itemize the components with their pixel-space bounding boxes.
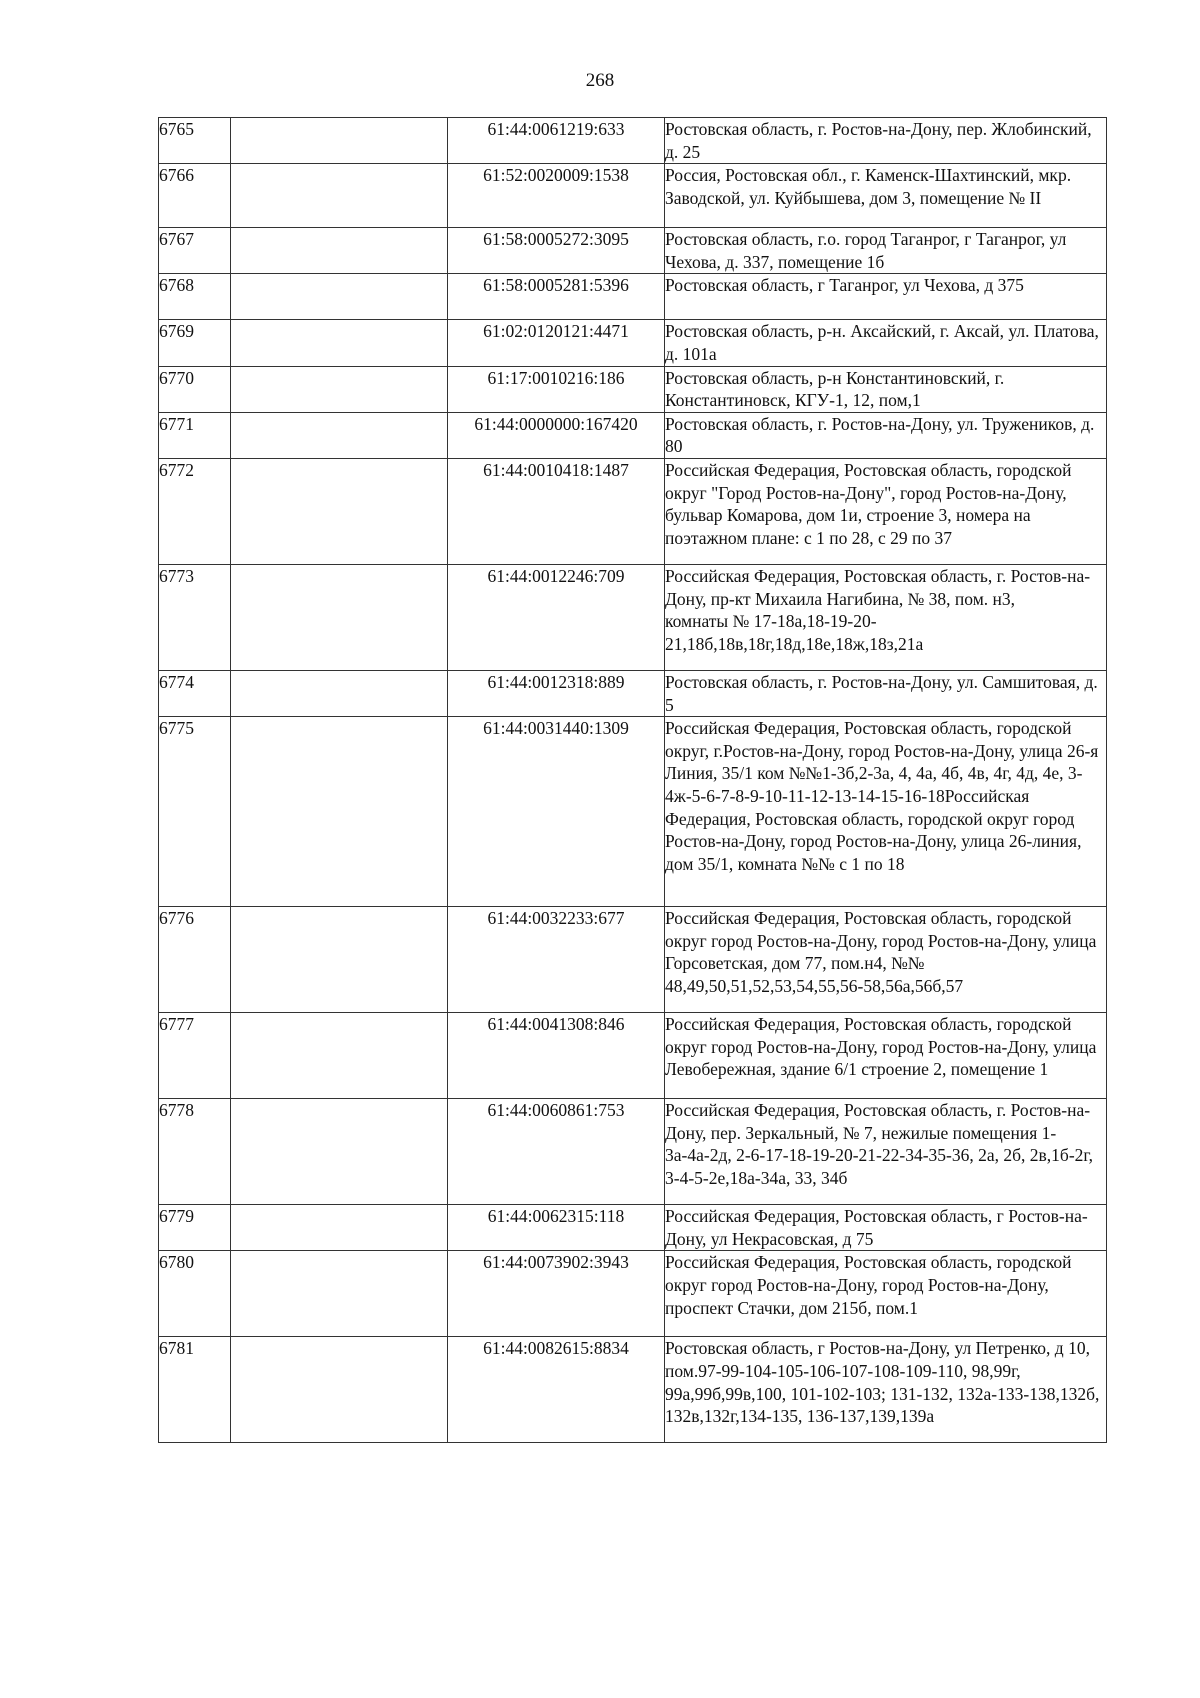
table-row	[159, 1013, 1107, 1099]
cadastral-number-cell: 61:02:0120121:4471	[448, 320, 665, 366]
empty-cell	[231, 320, 448, 366]
table-row	[159, 1205, 1107, 1251]
row-number-cell: 6774	[159, 670, 231, 716]
address-cell: Россия, Ростовская обл., г. Каменск-Шахтинский, мкр. Заводской, ул. Куйбышева, дом 3, помещение № II	[665, 164, 1107, 228]
cadastral-number-cell: 61:44:0041308:846	[448, 1013, 665, 1099]
row-number-cell: 6766	[159, 164, 231, 228]
cadastral-number-cell: 61:44:0012318:889	[448, 670, 665, 716]
table-row	[159, 1337, 1107, 1443]
empty-cell	[231, 564, 448, 670]
address-cell: Российская Федерация, Ростовская область, городской округ город Ростов-на-Дону, город Ростов-на-Дону, улица Горсоветская, дом 77, пом.н4, №№ 48,49,50,51,52,53,54,55,56-58,56а,56б,57	[665, 907, 1107, 1013]
table-row	[159, 320, 1107, 366]
address-cell: Ростовская область, р-н Константиновский, г. Константиновск, КГУ-1, 12, пом,1	[665, 366, 1107, 412]
address-cell: Российская Федерация, Ростовская область, городской округ "Город Ростов-на-Дону", город Ростов-на-Дону, бульвар Комарова, дом 1и, строение 3, номера на поэтажном плане: с 1 по 28, с 29 по 37	[665, 458, 1107, 564]
table-row	[159, 907, 1107, 1013]
cadastral-number-cell: 61:44:0010418:1487	[448, 458, 665, 564]
cadastral-number-cell: 61:58:0005272:3095	[448, 228, 665, 274]
cadastral-number-cell: 61:17:0010216:186	[448, 366, 665, 412]
cadastral-number-cell: 61:44:0031440:1309	[448, 717, 665, 907]
row-number-cell: 6772	[159, 458, 231, 564]
row-number-cell: 6776	[159, 907, 231, 1013]
row-number-cell: 6770	[159, 366, 231, 412]
address-cell: Российская Федерация, Ростовская область, городской округ город Ростов-на-Дону, город Ростов-на-Дону, улица Левобережная, здание 6/1 строение 2, помещение 1	[665, 1013, 1107, 1099]
empty-cell	[231, 670, 448, 716]
empty-cell	[231, 907, 448, 1013]
cadastral-number-cell: 61:52:0020009:1538	[448, 164, 665, 228]
address-cell: Ростовская область, р-н. Аксайский, г. Аксай, ул. Платова, д. 101а	[665, 320, 1107, 366]
row-number-cell: 6768	[159, 274, 231, 320]
cadastral-number-cell: 61:58:0005281:5396	[448, 274, 665, 320]
table-row	[159, 1099, 1107, 1205]
row-number-cell: 6777	[159, 1013, 231, 1099]
empty-cell	[231, 366, 448, 412]
empty-cell	[231, 1251, 448, 1337]
empty-cell	[231, 412, 448, 458]
empty-cell	[231, 1337, 448, 1443]
row-number-cell: 6781	[159, 1337, 231, 1443]
empty-cell	[231, 274, 448, 320]
empty-cell	[231, 164, 448, 228]
empty-cell	[231, 1099, 448, 1205]
page-number: 268	[585, 70, 615, 91]
table-row	[159, 366, 1107, 412]
address-cell: Российская Федерация, Ростовская область, г. Ростов-на-Дону, пер. Зеркальный, № 7, нежилые помещения 1-3а-4а-2д, 2-6-17-18-19-20-21-22-34-35-36, 2а, 2б, 2в,1б-2г, 3-4-5-2е,18а-34а, 33, 34б	[665, 1099, 1107, 1205]
empty-cell	[231, 1205, 448, 1251]
table-row	[159, 412, 1107, 458]
cadastral-number-cell: 61:44:0012246:709	[448, 564, 665, 670]
empty-cell	[231, 118, 448, 164]
address-cell: Ростовская область, г. Ростов-на-Дону, ул. Самшитовая, д. 5	[665, 670, 1107, 716]
cadastral-number-cell: 61:44:0082615:8834	[448, 1337, 665, 1443]
row-number-cell: 6778	[159, 1099, 231, 1205]
cadastral-number-cell: 61:44:0061219:633	[448, 118, 665, 164]
address-cell: Ростовская область, г.о. город Таганрог, г Таганрог, ул Чехова, д. 337, помещение 1б	[665, 228, 1107, 274]
row-number-cell: 6775	[159, 717, 231, 907]
address-cell: Ростовская область, г. Ростов-на-Дону, пер. Жлобинский, д. 25	[665, 118, 1107, 164]
registry-table-body	[159, 118, 1107, 1443]
address-cell: Российская Федерация, Ростовская область, городской округ город Ростов-на-Дону, город Ростов-на-Дону, проспект Стачки, дом 215б, пом.1	[665, 1251, 1107, 1337]
table-row	[159, 274, 1107, 320]
row-number-cell: 6779	[159, 1205, 231, 1251]
row-number-cell: 6773	[159, 564, 231, 670]
table-row	[159, 564, 1107, 670]
empty-cell	[231, 228, 448, 274]
registry-table	[158, 117, 1107, 1443]
address-cell: Российская Федерация, Ростовская область, г Ростов-на-Дону, ул Некрасовская, д 75	[665, 1205, 1107, 1251]
empty-cell	[231, 717, 448, 907]
table-row	[159, 1251, 1107, 1337]
cadastral-number-cell: 61:44:0062315:118	[448, 1205, 665, 1251]
row-number-cell: 6769	[159, 320, 231, 366]
cadastral-number-cell: 61:44:0032233:677	[448, 907, 665, 1013]
row-number-cell: 6767	[159, 228, 231, 274]
table-row	[159, 458, 1107, 564]
row-number-cell: 6765	[159, 118, 231, 164]
address-cell: Ростовская область, г. Ростов-на-Дону, ул. Тружеников, д. 80	[665, 412, 1107, 458]
empty-cell	[231, 458, 448, 564]
address-cell: Российская Федерация, Ростовская область, г. Ростов-на-Дону, пр-кт Михаила Нагибина, № 38, пом. н3, комнаты № 17-18а,18-19-20-21,18б,18в,18г,18д,18е,18ж,18з,21а	[665, 564, 1107, 670]
empty-cell	[231, 1013, 448, 1099]
table-row	[159, 164, 1107, 228]
table-row	[159, 717, 1107, 907]
table-row	[159, 228, 1107, 274]
row-number-cell: 6780	[159, 1251, 231, 1337]
table-row	[159, 670, 1107, 716]
cadastral-number-cell: 61:44:0000000:167420	[448, 412, 665, 458]
cadastral-number-cell: 61:44:0073902:3943	[448, 1251, 665, 1337]
cadastral-number-cell: 61:44:0060861:753	[448, 1099, 665, 1205]
address-cell: Ростовская область, г Ростов-на-Дону, ул Петренко, д 10, пом.97-99-104-105-106-107-108-109-110, 98,99г, 99а,99б,99в,100, 101-102-103; 131-132, 132а-133-138,132б, 132в,132г,134-135, 136-137,139,139а	[665, 1337, 1107, 1443]
address-cell: Российская Федерация, Ростовская область, городской округ, г.Ростов-на-Дону, город Ростов-на-Дону, улица 26-я Линия, 35/1 ком №№1-3б,2-3а, 4, 4а, 4б, 4в, 4г, 4д, 4е, 3-4ж-5-6-7-8-9-10-11-12-13-14-15-16-18Российская Федерация, Ростовская область, городской округ город Ростов-на-Дону, город Ростов-на-Дону, улица 26-линия, дом 35/1, комната №№ с 1 по 18	[665, 717, 1107, 907]
row-number-cell: 6771	[159, 412, 231, 458]
table-row	[159, 118, 1107, 164]
address-cell: Ростовская область, г Таганрог, ул Чехова, д 375	[665, 274, 1107, 320]
